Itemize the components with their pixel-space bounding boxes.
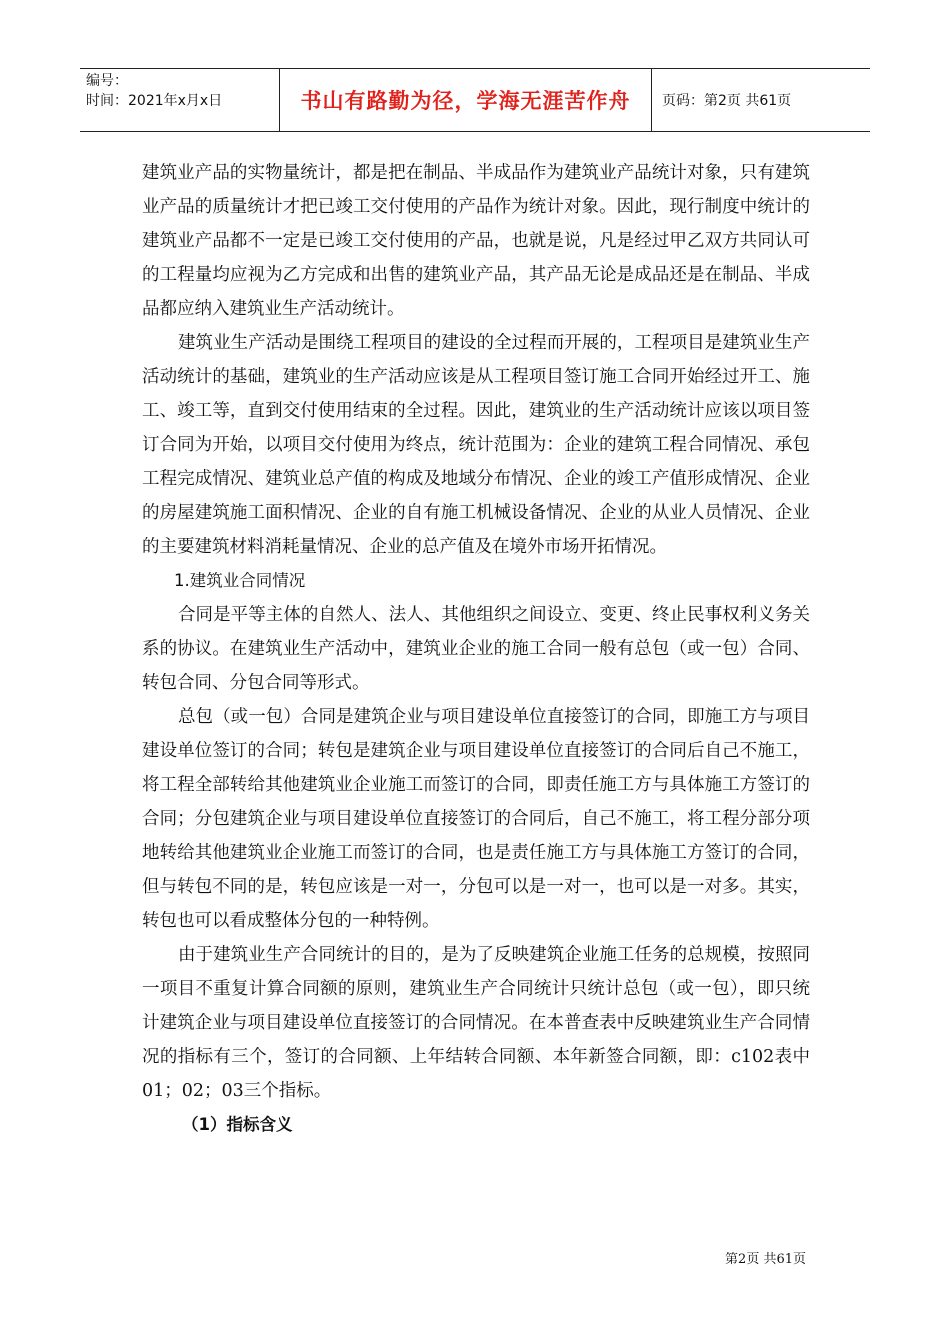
paragraph: 合同是平等主体的自然人、法人、其他组织之间设立、变更、终止民事权利义务关系的协议。在建筑业生产活动中，建筑业企业的施工合同一般有总包（或一包）合同、转包合同、分包合同等形式。	[142, 605, 810, 693]
section-heading: 1.建筑业合同情况	[174, 571, 306, 590]
paragraph: 由于建筑业生产合同统计的目的，是为了反映建筑企业施工任务的总规模，按照同一项目不重复计算合同额的原则，建筑业生产合同统计只统计总包（或一包），即只统计建筑企业与项目建设单位直接签订的合同情况。在本普查表中反映建筑业生产合同情况的指标有三个，签订的合同额、上年结转合同额、本年新签合同额，即：c102表中01；02；03三个指标。	[142, 945, 810, 1101]
page-header	[80, 68, 870, 132]
header-meta	[80, 69, 280, 131]
subsection-heading: （1）指标含义	[182, 1115, 293, 1134]
header-motto: 书山有路勤为径，学海无涯苦作舟	[300, 89, 631, 113]
document-number-label: 编号：	[86, 73, 128, 89]
paragraph: 建筑业产品的实物量统计，都是把在制品、半成品作为建筑业产品统计对象，只有建筑业产品的质量统计才把已竣工交付使用的产品作为统计对象。因此，现行制度中统计的建筑业产品都不一定是已竣工交付使用的产品，也就是说，凡是经过甲乙双方共同认可的工程量均应视为乙方完成和出售的建筑业产品，其产品无论是成品还是在制品、半成品都应纳入建筑业生产活动统计。	[142, 163, 810, 319]
document-body	[142, 156, 810, 1142]
header-motto-cell	[280, 69, 652, 131]
paragraph: 建筑业生产活动是围绕工程项目的建设的全过程而开展的，工程项目是建筑业生产活动统计的基础，建筑业的生产活动应该是从工程项目签订施工合同开始经过开工、施工、竣工等，直到交付使用结束的全过程。因此，建筑业的生产活动统计应该以项目签订合同为开始，以项目交付使用为终点，统计范围为：企业的建筑工程合同情况、承包工程完成情况、建筑业总产值的构成及地域分布情况、企业的竣工产值形成情况、企业的房屋建筑施工面积情况、企业的自有施工机械设备情况、企业的从业人员情况、企业的主要建筑材料消耗量情况、企业的总产值及在境外市场开拓情况。	[142, 333, 810, 557]
document-time-label: 时间：2021年x月x日	[86, 93, 223, 109]
header-page-number: 页码：第2页 共61页	[662, 93, 792, 109]
page-footer: 第2页 共61页	[725, 1252, 806, 1267]
paragraph: 总包（或一包）合同是建筑企业与项目建设单位直接签订的合同，即施工方与项目建设单位签订的合同；转包是建筑企业与项目建设单位直接签订的合同后自己不施工，将工程全部转给其他建筑业企业施工而签订的合同，即责任施工方与具体施工方签订的合同；分包建筑企业与项目建设单位直接签订的合同后，自己不施工，将工程分部分项地转给其他建筑业企业施工而签订的合同，也是责任施工方与具体施工方签订的合同，但与转包不同的是，转包应该是一对一，分包可以是一对一，也可以是一对多。其实，转包也可以看成整体分包的一种特例。	[142, 707, 810, 931]
header-page-cell	[652, 69, 870, 131]
